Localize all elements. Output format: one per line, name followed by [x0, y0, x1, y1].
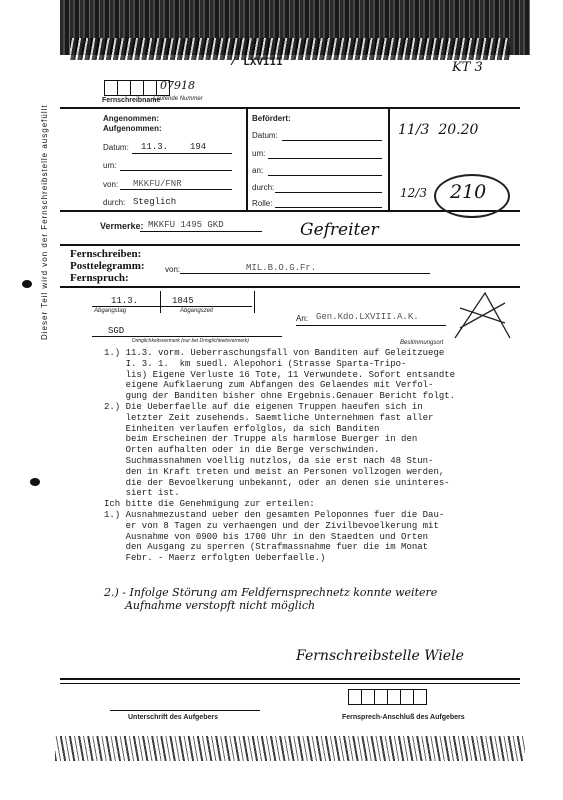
posttelegramm-label: Posttelegramm: — [70, 260, 145, 272]
handwritten-star-scribble — [450, 288, 520, 343]
fernsprech-boxes — [348, 689, 426, 705]
fernspruch-label: Fernspruch: — [70, 272, 129, 284]
received-von-label: von: — [103, 180, 119, 189]
unterschrift-label: Unterschrift des Aufgebers — [128, 714, 218, 721]
fernschreiben-label: Fernschreiben: — [70, 248, 142, 260]
dates-divider — [160, 291, 161, 313]
aufgenommen-label: Aufgenommen: — [103, 124, 162, 133]
dates-underline — [92, 306, 252, 307]
scan-noise-top-band — [70, 38, 510, 60]
punch-hole-mark — [22, 280, 32, 288]
sent-an-underline — [268, 175, 382, 176]
abgangstag-label: Abgangstag — [94, 308, 127, 314]
vermerke-value: MKKFU 1495 GKD — [148, 220, 224, 230]
fernschreibname-label: Fernschreibname — [102, 97, 161, 104]
fernsprech-label: Fernsprech-Anschluß des Aufgebers — [342, 714, 465, 721]
abgangszeit-value: 1845 — [172, 296, 194, 306]
abgangszeit-label: Abgangszeit — [180, 308, 214, 314]
dringlichkeit-label: Dringlichkeitsvermerk (nur bei Dringlichkeitsvermerk) — [132, 338, 249, 344]
form-line-3 — [60, 244, 520, 246]
unterschrift-underline — [110, 710, 260, 711]
handwritten-point-2: 2.) - Infolge Störung am Feldfernsprechnetz konnte weitere Aufnahme verstopft nicht möglich — [104, 586, 438, 612]
received-durch-label: durch: — [103, 198, 126, 207]
von-underline — [120, 189, 232, 190]
received-datum-label: Datum: — [103, 143, 129, 152]
um-underline — [120, 170, 232, 171]
footer-top-line-2 — [60, 683, 520, 684]
form-number: 07918 — [160, 79, 195, 92]
angenommen-label: Angenommen: — [103, 114, 159, 123]
sent-durch-underline — [275, 192, 382, 193]
received-von-value: MKKFU/FNR — [133, 179, 182, 189]
sent-durch-label: durch: — [252, 183, 275, 192]
message-body: 1.) 11.3. vorm. Ueberraschungsfall von Banditen auf Geleitzuege I. 3. 1. km suedl. Alepohori (Strasse Sparta-Tripo- lis) Eigene Verluste 16 Tote, 11 Verwundete. Sofort entsandte eigene Aufklaerung zum Abfangen des Gelaendes mit Verfol- gung der Banditen bisher ohne Ergebnis.Genauer Bericht folgt. 2.) Die Ueberfaelle auf die eigenen Truppen haeufen sich in letzter Zeit zusehends. Saemtliche Unternehmen fast aller Einheiten verlaufen erfolglos, da sich Banditen beim Erscheinen der Truppe als harmlose Buerger in den Orten aufhalten oder in die Berge verschwinden. Suchmassnahmen voellig nutzlos, da sie erst nach 48 Stun- den in Kraft treten und meist an Personen vollzogen werden, die der Bevoelkerung unbekannt, oder an denen sie uninteres- siert ist. Ich bitte die Genehmigung zur erteilen: 1.) Ausnahmezustand ueber den gesamten Peloponnes fuer die Dau- er von 8 Tagen zu verhaengen und der Zivilbevoelkerung mit Ausnahme von 0900 bis 1700 Uhr in den Staedten und Orten den Ausgang zu sperren (Strafmassnahme fuer die im Monat Febr. - Maerz erfolgten Ueberfaelle.) — [104, 348, 456, 564]
an-underline — [296, 325, 446, 326]
form-divider-1 — [246, 107, 248, 210]
side-text: Dieser Teil wird von der Fernschreibstelle ausgefüllt — [40, 104, 49, 340]
received-durch-value: Steglich — [133, 197, 177, 207]
vermerke-signature: Gefreiter — [300, 220, 379, 240]
sent-datum-underline — [282, 140, 382, 141]
types-von-value: MIL.B.O.G.Fr. — [246, 263, 317, 273]
form-divider-2 — [388, 107, 390, 210]
handwritten-signature: Fernschreibstelle Wiele — [296, 648, 464, 664]
datum-underline — [132, 153, 232, 154]
received-datum-value: 11.3. — [141, 142, 169, 152]
sent-um-label: um: — [252, 149, 266, 158]
sent-datum-label: Datum: — [252, 131, 278, 140]
sent-rolle-label: Rolle: — [252, 199, 273, 208]
footer-top-line — [60, 678, 520, 680]
handwritten-right-top: 11/3 20.20 — [398, 122, 479, 138]
types-von-label: von: — [165, 265, 181, 274]
abgangstag-value: 11.3. — [111, 296, 139, 306]
an-value: Gen.Kdo.LXVIII.A.K. — [316, 312, 419, 322]
dates-divider-2 — [254, 291, 255, 313]
types-von-underline — [180, 273, 430, 274]
sent-rolle-underline — [275, 207, 382, 208]
handwritten-circle-number: 210 — [450, 181, 487, 203]
vermerke-underline — [140, 231, 262, 232]
top-right-handwritten: KT 3 — [452, 60, 483, 75]
top-code: / LXVIII — [230, 57, 283, 69]
sent-an-label: an: — [252, 166, 264, 175]
laufende-nummer-label: Laufende Nummer — [153, 96, 203, 102]
gkd-underline — [92, 336, 282, 337]
vermerke-label: Vermerke: — [100, 221, 144, 231]
received-year-value: 194 — [190, 142, 207, 152]
befoerdert-label: Befördert: — [252, 114, 291, 123]
scan-noise-bottom — [55, 736, 525, 761]
received-um-label: um: — [103, 161, 117, 170]
gkd-value: SGD — [108, 326, 125, 336]
handwritten-right-mid: 12/3 — [400, 186, 427, 200]
form-top-line — [60, 107, 520, 109]
bestimmungsort-label: Bestimmungsort — [400, 340, 444, 346]
sent-um-underline — [268, 158, 382, 159]
punch-hole-mark-2 — [30, 478, 40, 486]
an-label: An: — [296, 314, 309, 323]
